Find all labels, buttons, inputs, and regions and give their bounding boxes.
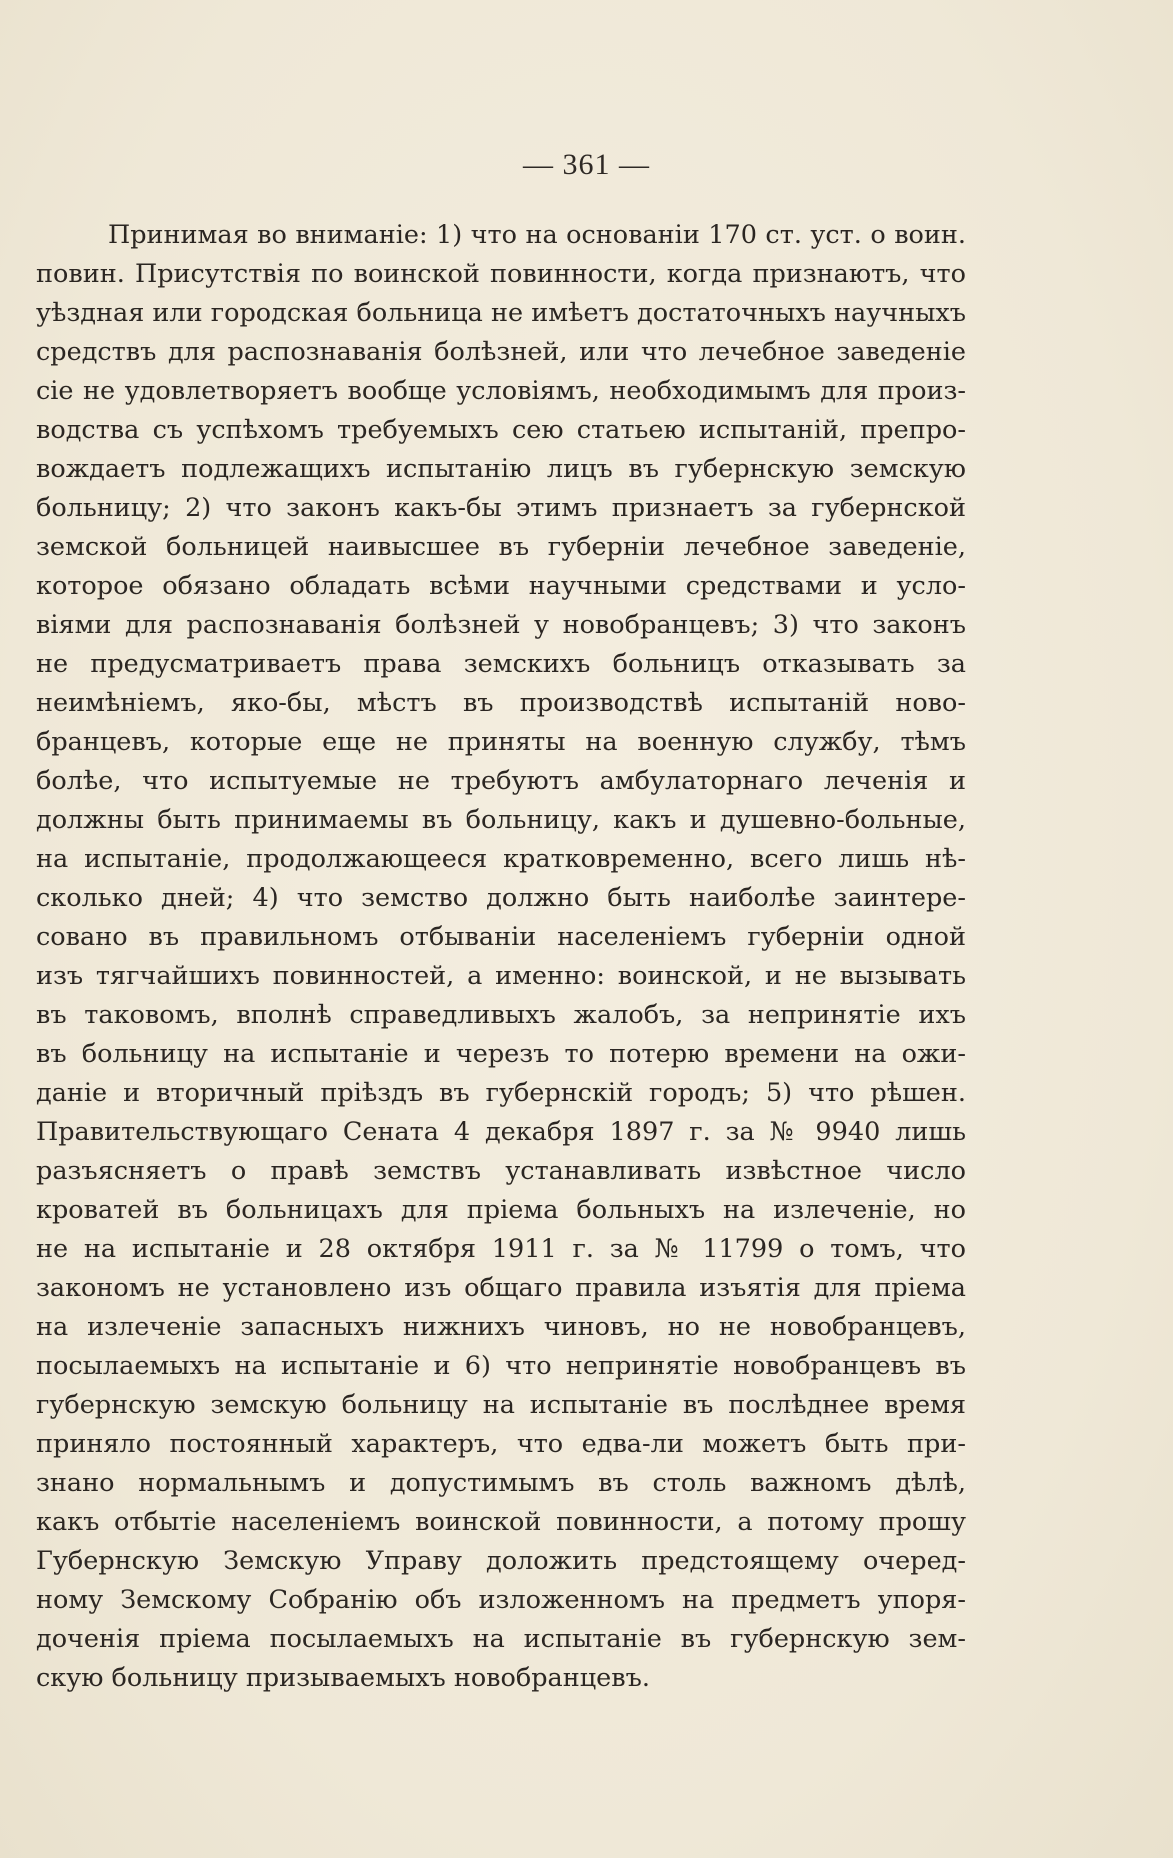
text-line: ному Земскому Собранію объ изложенномъ на предметъ упоря- xyxy=(36,1585,966,1615)
text-line: средствъ для распознаванія болѣзней, или что лечебное заведеніе xyxy=(36,337,966,367)
text-line: разъясняетъ о правѣ земствъ устанавливать извѣстное число xyxy=(36,1156,966,1186)
text-line: водства съ успѣхомъ требуемыхъ сею статьею испытаній, препро- xyxy=(36,415,966,445)
text-line: которое обязано обладать всѣми научными средствами и усло- xyxy=(36,571,966,601)
text-line: въ больницу на испытаніе и черезъ то потерю времени на ожи- xyxy=(36,1039,966,1069)
body-paragraph xyxy=(36,216,966,1698)
text-line: изъ тягчайшихъ повинностей, а именно: воинской, и не вызывать xyxy=(36,961,966,991)
text-line: уѣздная или городская больница не имѣетъ достаточныхъ научныхъ xyxy=(36,298,966,328)
text-line: знано нормальнымъ и допустимымъ въ столь важномъ дѣлѣ, xyxy=(36,1468,966,1498)
text-line: повин. Присутствія по воинской повинности, когда признаютъ, что xyxy=(36,259,966,289)
text-line: посылаемыхъ на испытаніе и 6) что непринятіе новобранцевъ въ xyxy=(36,1351,966,1381)
text-line: Губернскую Земскую Управу доложить предстоящему очеред- xyxy=(36,1546,966,1576)
page-number: — 361 — xyxy=(523,148,650,181)
text-line: закономъ не установлено изъ общаго правила изъятія для пріема xyxy=(36,1273,966,1303)
text-line: не предусматриваетъ права земскихъ больницъ отказывать за xyxy=(36,649,966,679)
text-line: губернскую земскую больницу на испытаніе въ послѣднее время xyxy=(36,1390,966,1420)
text-line: приняло постоянный характеръ, что едва-ли можетъ быть при- xyxy=(36,1429,966,1459)
text-line: совано въ правильномъ отбываніи населеніемъ губерніи одной xyxy=(36,922,966,952)
text-line: земской больницей наивысшее въ губерніи лечебное заведеніе, xyxy=(36,532,966,562)
text-line: доченія пріема посылаемыхъ на испытаніе въ губернскую зем- xyxy=(36,1624,966,1654)
text-line: кроватей въ больницахъ для пріема больныхъ на излеченіе, но xyxy=(36,1195,966,1225)
text-line: болѣе, что испытуемые не требуютъ амбулаторнаго леченія и xyxy=(36,766,966,796)
text-line: Принимая во вниманіе: 1) что на основаніи 170 ст. уст. о воин. xyxy=(108,220,966,250)
text-line: въ таковомъ, вполнѣ справедливыхъ жалобъ, за непринятіе ихъ xyxy=(36,1000,966,1030)
text-line: на испытаніе, продолжающееся кратковременно, всего лишь нѣ- xyxy=(36,844,966,874)
text-line: больницу; 2) что законъ какъ-бы этимъ признаетъ за губернской xyxy=(36,493,966,523)
text-line: не на испытаніе и 28 октября 1911 г. за № 11799 о томъ, что xyxy=(36,1234,966,1264)
text-line: сколько дней; 4) что земство должно быть наиболѣе заинтере- xyxy=(36,883,966,913)
text-line: Правительствующаго Сената 4 декабря 1897 г. за № 9940 лишь xyxy=(36,1117,966,1147)
text-line: вождаетъ подлежащихъ испытанію лицъ въ губернскую земскую xyxy=(36,454,966,484)
text-line: сіе не удовлетворяетъ вообще условіямъ, необходимымъ для произ- xyxy=(36,376,966,406)
text-line: какъ отбытіе населеніемъ воинской повинности, а потому прошу xyxy=(36,1507,966,1537)
text-line: должны быть принимаемы въ больницу, какъ и душевно-больные, xyxy=(36,805,966,835)
text-line: віями для распознаванія болѣзней у новобранцевъ; 3) что законъ xyxy=(36,610,966,640)
text-line: на излеченіе запасныхъ нижнихъ чиновъ, но не новобранцевъ, xyxy=(36,1312,966,1342)
text-line: бранцевъ, которые еще не приняты на военную службу, тѣмъ xyxy=(36,727,966,757)
text-line: скую больницу призываемыхъ новобранцевъ. xyxy=(36,1663,650,1693)
text-line: даніе и вторичный пріѣздъ въ губернскій городъ; 5) что рѣшен. xyxy=(36,1078,966,1108)
text-line: неимѣніемъ, яко-бы, мѣстъ въ производствѣ испытаній ново- xyxy=(36,688,966,718)
